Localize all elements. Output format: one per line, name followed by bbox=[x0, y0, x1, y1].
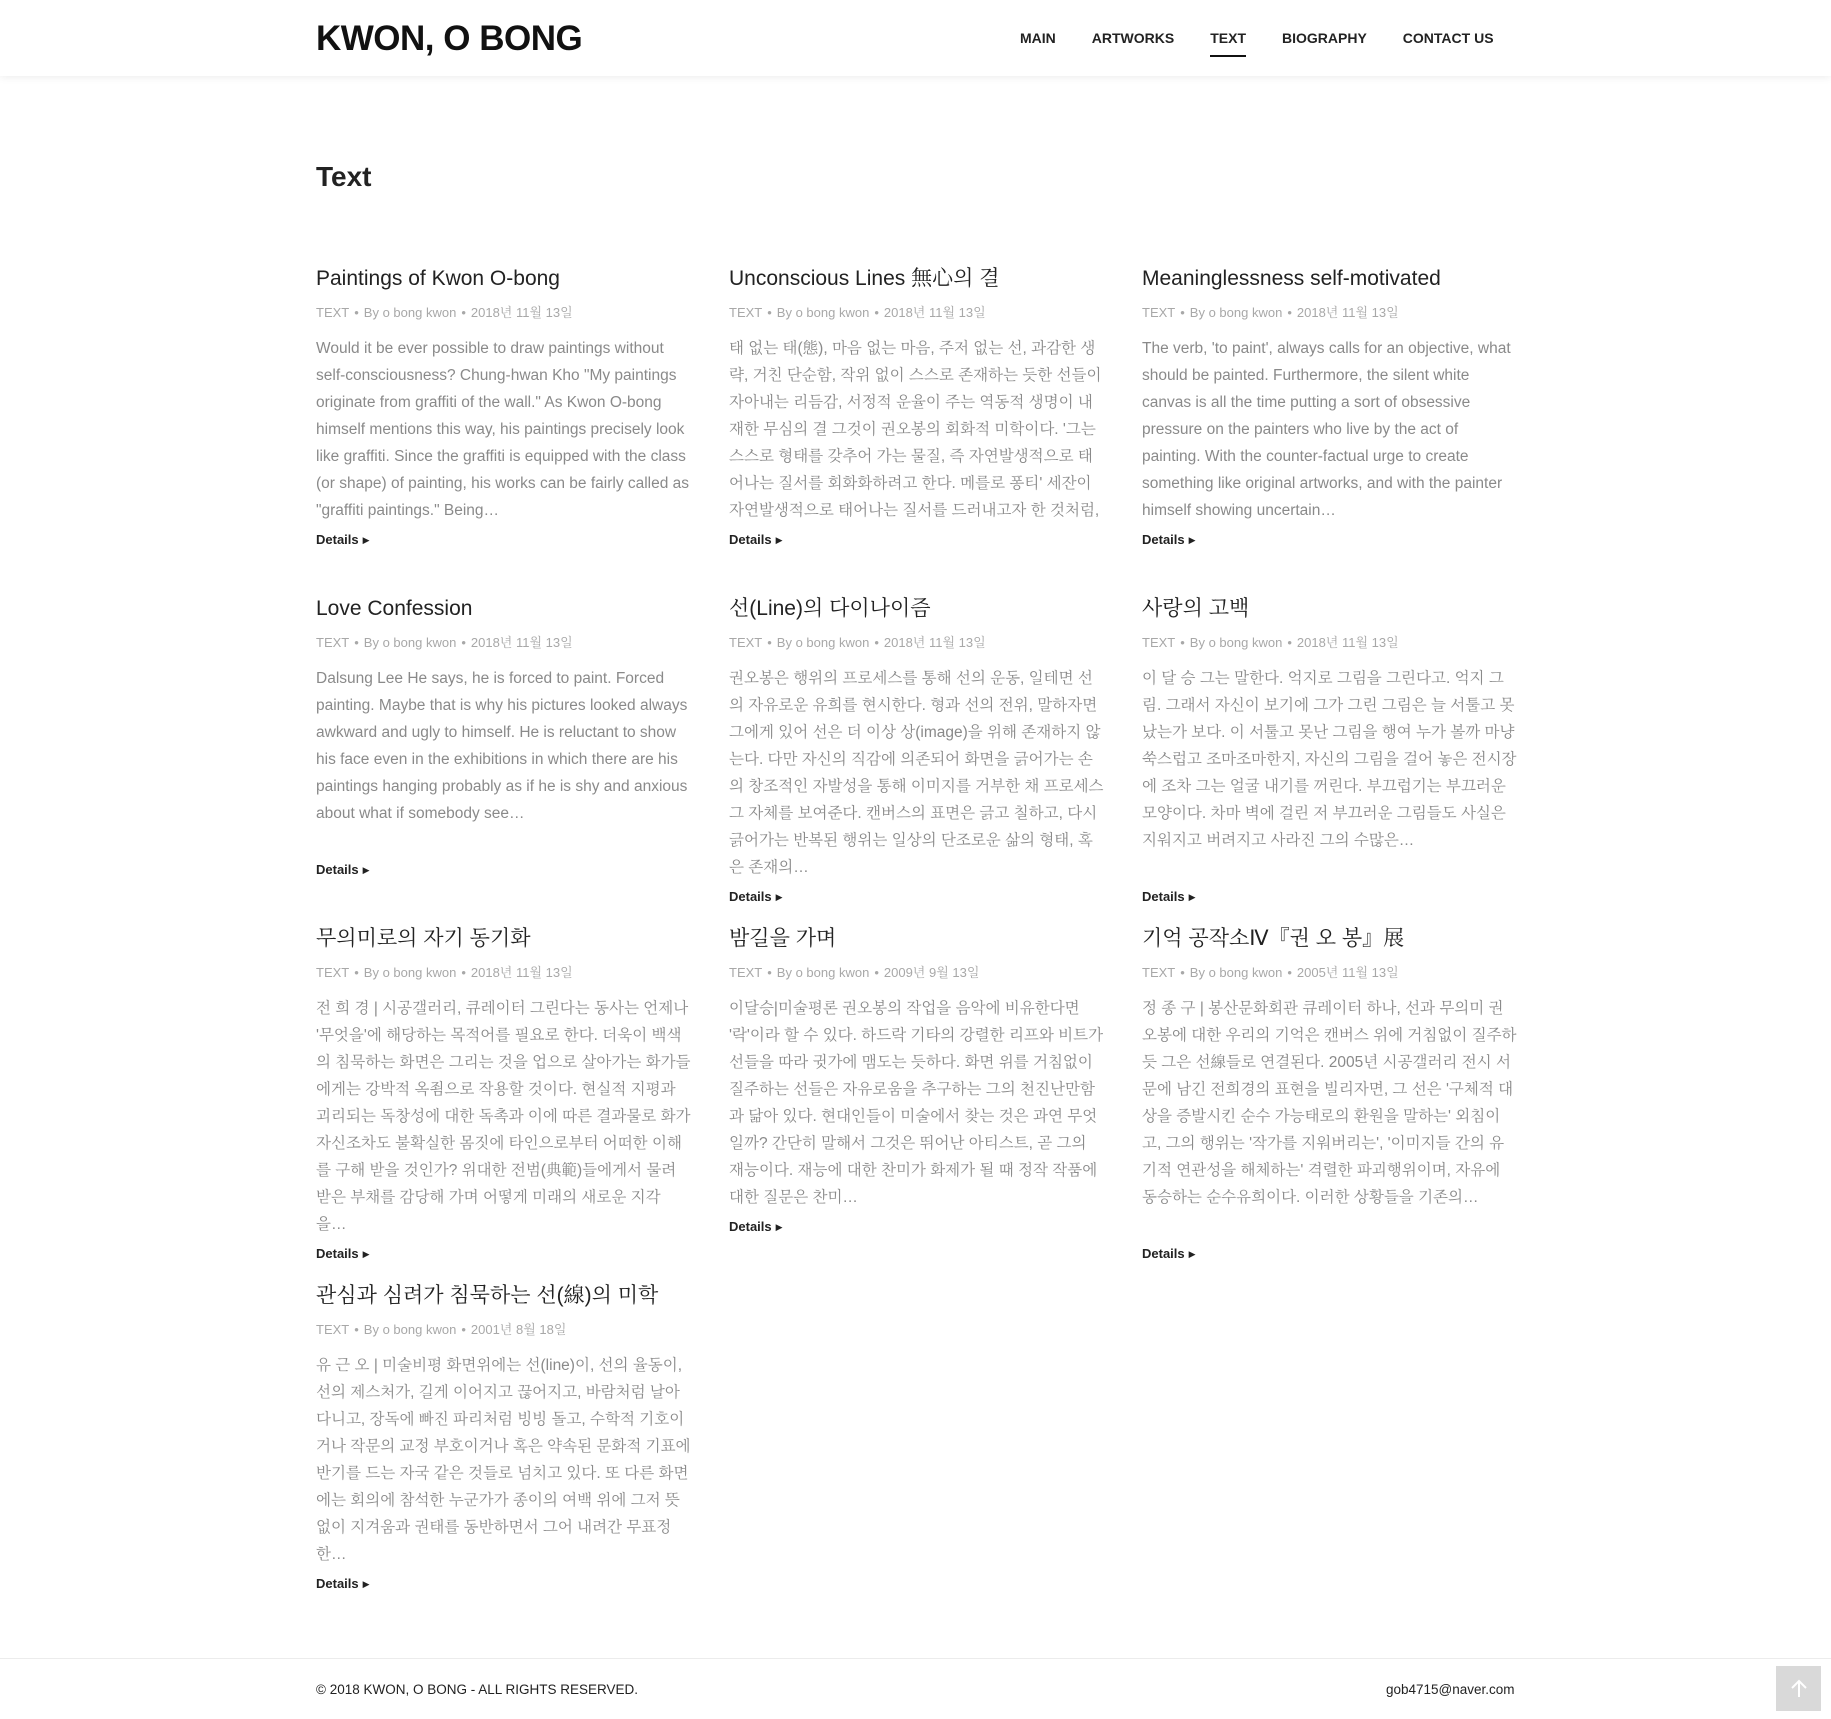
details-label: Details bbox=[316, 1576, 359, 1591]
post-category[interactable]: TEXT bbox=[1142, 635, 1176, 650]
post-author[interactable]: By o bong kwon bbox=[363, 305, 457, 320]
post-excerpt: The verb, 'to paint', always calls for an objective, what should be painted. Furthermore, the silent white canvas is all the time putting a sort of obsessive pressure on the painters who live by the act of painting. With the counter-factual urge to create something like original artworks, and with the painter himself showing uncertain… bbox=[1142, 340, 1511, 519]
site-logo[interactable]: KWON, O BONG bbox=[316, 19, 583, 58]
details-link[interactable] bbox=[316, 531, 370, 550]
post-excerpt: 권오봉은 행위의 프로세스를 통해 선의 운동, 일테면 선의 자유로운 유희를 현시한다. 형과 선의 전위, 말하자면 그에게 있어 선은 더 이상 상(image)을 위해 존재하지 않는다. 다만 자신의 직감에 의존되어 화면을 긁어가는 손의 창조적인 자발성을 통해 이미지를 거부한 채 프로세스 그 자체를 보여준다. 캔버스의 표면은 긁고 칠하고, 다시 긁어가는 반복된 행위는 일상의 단조로운 삶의 형태, 혹은 존재의… bbox=[729, 670, 1104, 876]
post-title bbox=[316, 262, 691, 296]
caret-right-icon: ▶ bbox=[362, 1579, 370, 1589]
post-card bbox=[729, 262, 1104, 550]
post-title-link[interactable]: 선(Line)의 다이나이즘 bbox=[729, 597, 931, 620]
post-title bbox=[316, 922, 691, 956]
caret-right-icon: ▶ bbox=[775, 892, 783, 902]
post-card bbox=[316, 1279, 691, 1594]
caret-right-icon: ▶ bbox=[1188, 535, 1196, 545]
post-author[interactable]: By o bong kwon bbox=[776, 305, 870, 320]
post-excerpt: 이달승|미술평론 권오봉의 작업을 음악에 비유한다면 '락'이라 할 수 있다. 하드락 기타의 강렬한 리프와 비트가 선들을 따라 귓가에 맴도는 듯하다. 화면 위를 거침없이 질주하는 선들은 자유로움을 추구하는 그의 천진난만함과 닮아 있다. 현대인들이 미술에서 찾는 것은 과연 무엇일까? 간단히 말해서 그것은 뛰어난 아티스트, 곧 그의 재능이다. 재능에 대한 찬미가 화제가 될 때 정작 작품에 대한 질문은 찬미… bbox=[729, 1000, 1104, 1206]
post-title-link[interactable]: Paintings of Kwon O-bong bbox=[316, 267, 560, 290]
post-title bbox=[316, 1279, 691, 1313]
post-title bbox=[1142, 262, 1517, 296]
post-card bbox=[1142, 262, 1517, 550]
post-card bbox=[1142, 922, 1517, 1264]
post-excerpt: 태 없는 태(態), 마음 없는 마음, 주저 없는 선, 과감한 생략, 거친 단순함, 작위 없이 스스로 존재하는 듯한 선들이 자아내는 리듬감, 서정적 운율이 주는 역동적 생명이 내재한 무심의 결 그것이 권오봉의 회화적 미학이다. '그는 스스로 형태를 갖추어 가는 물질, 즉 자연발생적으로 태어나는 질서를 회화화하려고 한다. 메를로 퐁티' 세잔이 자연발생적으로 태어나는 질서를 드러내고자 한 것처럼, bbox=[729, 340, 1102, 519]
post-title-link[interactable]: 밤길을 가며 bbox=[729, 927, 837, 950]
details-label: Details bbox=[316, 532, 359, 547]
post-category[interactable]: TEXT bbox=[729, 965, 763, 980]
post-category[interactable]: TEXT bbox=[316, 965, 350, 980]
post-date[interactable]: 2009년 9월 13일 bbox=[883, 965, 980, 980]
details-link[interactable] bbox=[1142, 531, 1196, 550]
details-link[interactable] bbox=[316, 1245, 370, 1264]
details-label: Details bbox=[1142, 532, 1185, 547]
post-card bbox=[316, 262, 691, 550]
details-label: Details bbox=[316, 862, 359, 877]
post-author[interactable]: By o bong kwon bbox=[1189, 305, 1283, 320]
post-title-link[interactable]: 관심과 심려가 침묵하는 선(線)의 미학 bbox=[316, 1284, 659, 1307]
nav-item-main[interactable]: MAIN bbox=[1020, 30, 1056, 46]
post-title bbox=[729, 922, 1104, 956]
scroll-to-top-button[interactable] bbox=[1776, 1666, 1821, 1711]
caret-right-icon: ▶ bbox=[362, 535, 370, 545]
post-date[interactable]: 2001년 8월 18일 bbox=[470, 1322, 567, 1337]
post-title-link[interactable]: Meaninglessness self-motivated bbox=[1142, 267, 1441, 290]
post-author[interactable]: By o bong kwon bbox=[776, 635, 870, 650]
post-title-link[interactable]: Love Confession bbox=[316, 597, 473, 620]
post-category[interactable]: TEXT bbox=[729, 635, 763, 650]
post-title-link[interactable]: 사랑의 고백 bbox=[1142, 597, 1250, 620]
post-meta: TEXT • By o bong kwon • 2018년 11월 13일 bbox=[316, 635, 573, 650]
nav-item-biography[interactable]: BIOGRAPHY bbox=[1282, 30, 1367, 46]
post-title bbox=[729, 262, 1104, 296]
arrow-up-icon bbox=[1790, 1679, 1808, 1699]
caret-right-icon: ▶ bbox=[775, 535, 783, 545]
nav-item-text[interactable]: TEXT bbox=[1210, 30, 1246, 46]
details-label: Details bbox=[729, 1219, 772, 1234]
caret-right-icon: ▶ bbox=[1188, 892, 1196, 902]
nav-item-contact-us[interactable]: CONTACT US bbox=[1402, 30, 1494, 46]
post-card bbox=[1142, 592, 1517, 907]
post-title bbox=[729, 592, 1104, 626]
details-label: Details bbox=[1142, 1246, 1185, 1261]
post-meta: TEXT • By o bong kwon • 2018년 11월 13일 bbox=[316, 965, 573, 980]
post-meta: TEXT • By o bong kwon • 2018년 11월 13일 bbox=[1142, 635, 1399, 650]
post-category[interactable]: TEXT bbox=[729, 305, 763, 320]
post-excerpt: 전 희 경 | 시공갤러리, 큐레이터 그린다는 동사는 언제나 '무엇을'에 해당하는 목적어를 필요로 한다. 더욱이 백색의 침묵하는 화면은 그리는 것을 업으로 살아가는 화가들에게는 강박적 옥죔으로 작용할 것이다. 현실적 지평과 괴리되는 독창성에 대한 독촉과 이에 따른 결과물로 화가 자신조차도 불확실한 몸짓에 타인으로부터 어떠한 이해를 구해 받을 것인가? 위대한 전범(典範)들에게서 물려받은 부채를 감당해 가며 어떻게 미래의 새로운 지각을… bbox=[316, 1000, 691, 1233]
post-meta: TEXT • By o bong kwon • 2018년 11월 13일 bbox=[729, 635, 986, 650]
post-meta: TEXT • By o bong kwon • 2018년 11월 13일 bbox=[729, 305, 986, 320]
post-author[interactable]: By o bong kwon bbox=[363, 965, 457, 980]
post-author[interactable]: By o bong kwon bbox=[1189, 965, 1283, 980]
post-excerpt: 정 종 구 | 봉산문화회관 큐레이터 하나, 선과 무의미 권오봉에 대한 우리의 기억은 캔버스 위에 거침없이 질주하듯 그은 선線들로 연결된다. 2005년 시공갤러리 전시 서문에 남긴 전희경의 표현을 빌리자면, 그 선은 '구체적 대상을 증발시킨 순수 가능태로의 환원을 말하는' 외침이고, 그의 행위는 '작가를 지워버리는', '이미지들 간의 유기적 연관성을 해체하는' 격렬한 파괴행위이며, 자유에 동승하는 순수유희이다. 이러한 상황들을 기존의… bbox=[1142, 1000, 1517, 1206]
footer-copyright: © 2018 KWON, O BONG - ALL RIGHTS RESERVED. bbox=[316, 1682, 639, 1697]
post-card bbox=[316, 592, 691, 880]
details-label: Details bbox=[1142, 889, 1185, 904]
caret-right-icon: ▶ bbox=[362, 1249, 370, 1259]
post-category[interactable]: TEXT bbox=[316, 635, 350, 650]
footer-divider bbox=[0, 1658, 1831, 1659]
post-date[interactable]: 2005년 11월 13일 bbox=[1296, 965, 1399, 980]
post-date[interactable]: 2018년 11월 13일 bbox=[470, 635, 573, 650]
post-card bbox=[729, 922, 1104, 1237]
post-category[interactable]: TEXT bbox=[1142, 965, 1176, 980]
post-meta: TEXT • By o bong kwon • 2005년 11월 13일 bbox=[1142, 965, 1399, 980]
post-category[interactable]: TEXT bbox=[316, 1322, 350, 1337]
post-date[interactable]: 2018년 11월 13일 bbox=[883, 635, 986, 650]
post-date[interactable]: 2018년 11월 13일 bbox=[470, 305, 573, 320]
post-meta: TEXT • By o bong kwon • 2018년 11월 13일 bbox=[316, 305, 573, 320]
caret-right-icon: ▶ bbox=[362, 865, 370, 875]
post-excerpt: 유 근 오 | 미술비평 화면위에는 선(line)이, 선의 율동이, 선의 제스처가, 길게 이어지고 끊어지고, 바람처럼 날아다니고, 장독에 빠진 파리처럼 빙빙 돌고, 수학적 기호이거나 작문의 교정 부호이거나 혹은 약속된 문화적 기표에 반기를 드는 자국 같은 것들로 넘치고 있다. 또 다른 화면에는 회의에 참석한 누군가가 종이의 여백 위에 그저 뜻 없이 지겨움과 권태를 동반하면서 그어 내려간 무표정한… bbox=[316, 1357, 691, 1563]
post-title bbox=[1142, 592, 1517, 626]
post-category[interactable]: TEXT bbox=[1142, 305, 1176, 320]
post-date[interactable]: 2018년 11월 13일 bbox=[1296, 305, 1399, 320]
details-label: Details bbox=[729, 532, 772, 547]
details-link[interactable] bbox=[729, 1218, 783, 1237]
details-link[interactable] bbox=[729, 531, 783, 550]
post-meta: TEXT • By o bong kwon • 2018년 11월 13일 bbox=[1142, 305, 1399, 320]
post-title-link[interactable]: 무의미로의 자기 동기화 bbox=[316, 927, 531, 950]
nav-item-artworks[interactable]: ARTWORKS bbox=[1091, 30, 1175, 46]
site-header bbox=[0, 0, 1831, 76]
caret-right-icon: ▶ bbox=[775, 1222, 783, 1232]
details-label: Details bbox=[316, 1246, 359, 1261]
details-link[interactable] bbox=[316, 1575, 370, 1594]
page-title: Text bbox=[316, 161, 372, 192]
post-author[interactable]: By o bong kwon bbox=[363, 635, 457, 650]
post-author[interactable]: By o bong kwon bbox=[1189, 635, 1283, 650]
main-nav bbox=[1020, 0, 1530, 76]
post-excerpt: Would it be ever possible to draw paintings without self-consciousness? Chung-hwan Kho "My paintings originate from graffiti of the wall." As Kwon O-bong himself mentions this way, his paintings precisely look like graffiti. Since the graffiti is equipped with the class (or shape) of painting, his works can be fairly called as "graffiti paintings." Being… bbox=[316, 340, 690, 519]
post-excerpt: 이 달 승 그는 말한다. 억지로 그림을 그린다고. 억지 그림. 그래서 자신이 보기에 그가 그린 그림은 늘 서툴고 못났는가 보다. 이 서툴고 못난 그림을 행여 누가 볼까 마냥 쑥스럽고 조마조마한지, 자신의 그림을 걸어 놓은 전시장에 조차 그는 얼굴 내기를 꺼린다. 부끄럽기는 부끄러운 모양이다. 차마 벽에 걸린 저 부끄러운 그림들도 사실은 지워지고 버려지고 사라진 그의 수많은… bbox=[1142, 670, 1517, 849]
post-card bbox=[316, 922, 691, 1264]
post-date[interactable]: 2018년 11월 13일 bbox=[470, 965, 573, 980]
footer-email[interactable]: gob4715@naver.com bbox=[1386, 1682, 1515, 1697]
post-meta: TEXT • By o bong kwon • 2009년 9월 13일 bbox=[729, 965, 980, 980]
post-title-link[interactable]: 기억 공작소Ⅳ『권 오 봉』展 bbox=[1142, 927, 1405, 950]
post-card bbox=[729, 592, 1104, 907]
caret-right-icon: ▶ bbox=[1188, 1249, 1196, 1259]
post-title bbox=[1142, 922, 1517, 956]
post-date[interactable]: 2018년 11월 13일 bbox=[883, 305, 986, 320]
post-excerpt: Dalsung Lee He says, he is forced to paint. Forced painting. Maybe that is why his pictures looked always awkward and ugly to himself. He is reluctant to show his face even in the exhibitions in which there are his paintings hanging probably as if he is shy and anxious about what if somebody see… bbox=[316, 670, 688, 822]
details-link[interactable] bbox=[316, 861, 370, 880]
details-link[interactable] bbox=[1142, 1245, 1196, 1264]
post-meta: TEXT • By o bong kwon • 2001년 8월 18일 bbox=[316, 1322, 567, 1337]
post-category[interactable]: TEXT bbox=[316, 305, 350, 320]
details-label: Details bbox=[729, 889, 772, 904]
post-date[interactable]: 2018년 11월 13일 bbox=[1296, 635, 1399, 650]
post-title-link[interactable]: Unconscious Lines 無心의 결 bbox=[729, 267, 1000, 290]
details-link[interactable] bbox=[1142, 888, 1196, 907]
post-author[interactable]: By o bong kwon bbox=[363, 1322, 457, 1337]
post-author[interactable]: By o bong kwon bbox=[776, 965, 870, 980]
post-title bbox=[316, 592, 691, 626]
details-link[interactable] bbox=[729, 888, 783, 907]
